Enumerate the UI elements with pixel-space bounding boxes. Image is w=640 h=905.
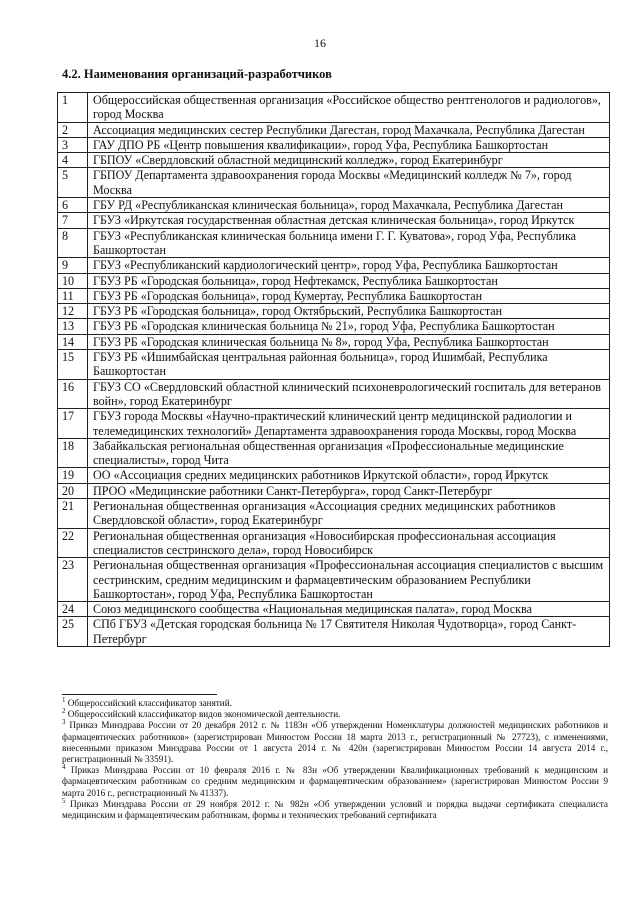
row-number: 23: [58, 558, 88, 602]
table-row: [58, 213, 610, 228]
row-number: 8: [58, 228, 88, 258]
organization-name: СПб ГБУЗ «Детская городская больница № 17 Святителя Николая Чудотворца», город Санкт-Петербург: [88, 617, 610, 647]
organization-name: ГБПОУ Департамента здравоохранения города Москвы «Медицинский колледж № 7», город Москва: [88, 168, 610, 198]
row-number: 2: [58, 122, 88, 137]
table-row: [58, 304, 610, 319]
footnote-mark: 5: [62, 796, 66, 805]
table-row: [58, 288, 610, 303]
row-number: 21: [58, 499, 88, 529]
footnotes: [62, 695, 609, 821]
footnote-mark: 2: [62, 707, 66, 716]
organization-name: Региональная общественная организация «Ассоциация средних медицинских работников Свердловской области», город Екатеринбург: [88, 499, 610, 529]
row-number: 16: [58, 379, 88, 409]
row-number: 18: [58, 438, 88, 468]
table-row: [58, 258, 610, 273]
organizations-table: [57, 92, 610, 647]
row-number: 14: [58, 334, 88, 349]
table-row: [58, 137, 610, 152]
table-row: [58, 602, 610, 617]
footnote: [62, 720, 608, 765]
table-row: [58, 273, 610, 288]
table-row: [58, 93, 610, 123]
footnote-text: Приказ Минздрава России от 10 февраля 2016 г. № 83н «Об утверждении Квалификационных требований к медицинским и фармацевтическим работникам со средним медицинским и фармацевтическим образованием» (зарегистрирован Минюстом России 9 марта 2016 г., регистрационный № 41337).: [62, 765, 608, 798]
row-number: 6: [58, 198, 88, 213]
footnote: [62, 709, 608, 720]
row-number: 3: [58, 137, 88, 152]
row-number: 17: [58, 409, 88, 439]
row-number: 22: [58, 528, 88, 558]
table-row: [58, 438, 610, 468]
footnote: [62, 765, 608, 799]
section-heading: 4.2. Наименования организаций-разработчиков: [62, 67, 332, 81]
table-row: [58, 334, 610, 349]
organization-name: ГБУЗ РБ «Городская клиническая больница № 21», город Уфа, Республика Башкортостан: [88, 319, 610, 334]
table-row: [58, 499, 610, 529]
table-row: [58, 409, 610, 439]
footnote-text: Приказ Минздрава России от 20 декабря 2012 г. № 1183н «Об утверждении Номенклатуры должностей медицинских работников и фармацевтических работников» (зарегистрирован Минюстом России 18 марта 2013 г., регистрационный № 27723), с изменениями, внесенными приказом Минздрава России от 1 августа 2014 г. № 420н (зарегистрирован Минюстом России 14 августа 2014 г., регистрационный № 33591).: [62, 720, 609, 765]
table-row: [58, 319, 610, 334]
organization-name: ГБУЗ РБ «Городская больница», город Октябрьский, Республика Башкортостан: [88, 304, 610, 319]
organization-name: ГБУЗ РБ «Городская больница», город Нефтекамск, Республика Башкортостан: [88, 273, 610, 288]
table-row: [58, 122, 610, 137]
table-row: [58, 168, 610, 198]
organization-name: ГБУЗ РБ «Ишимбайская центральная районная больница», город Ишимбай, Республика Башкортостан: [88, 350, 610, 380]
page-number: 16: [314, 36, 326, 50]
organization-name: ГАУ ДПО РБ «Центр повышения квалификации», город Уфа, Республика Башкортостан: [88, 137, 610, 152]
row-number: 7: [58, 213, 88, 228]
organization-name: ГБУЗ «Республиканская клиническая больница имени Г. Г. Куватова», город Уфа, Республика Башкортостан: [88, 228, 610, 258]
row-number: 10: [58, 273, 88, 288]
table-row: [58, 228, 610, 258]
footnote-divider: [62, 694, 217, 695]
table-row: [58, 617, 610, 647]
footnote-mark: 4: [62, 763, 66, 772]
organization-name: Общероссийская общественная организация «Российское общество рентгенологов и радиологов», город Москва: [88, 93, 610, 123]
footnote-text: Общероссийский классификатор видов экономической деятельности.: [67, 709, 341, 720]
footnote-text: Общероссийский классификатор занятий.: [67, 698, 232, 708]
organization-name: ГБУЗ города Москвы «Научно-практический клинический центр медицинской радиологии и телемедицинских технологий» Департамента здравоохранения города Москвы, город Москва: [88, 409, 610, 439]
row-number: 20: [58, 483, 88, 498]
footnote-text: Приказ Минздрава России от 29 ноября 2012 г. № 982н «Об утверждении условий и порядка выдачи сертификата специалиста медицинским и фармацевтическим работникам, формы и технических требований сертификата: [62, 798, 608, 821]
organizations-table-body: [58, 93, 610, 647]
table-row: [58, 468, 610, 483]
table-row: [58, 153, 610, 168]
organization-name: ГБУЗ «Республиканский кардиологический центр», город Уфа, Республика Башкортостан: [88, 258, 610, 273]
organization-name: ГБПОУ «Свердловский областной медицинский колледж», город Екатеринбург: [88, 153, 610, 168]
organization-name: ГБУЗ «Иркутская государственная областная детская клиническая больница», город Иркутск: [88, 213, 610, 228]
row-number: 1: [58, 93, 88, 123]
row-number: 15: [58, 350, 88, 380]
organization-name: ГБУЗ СО «Свердловский областной клинический психоневрологический госпиталь для ветеранов войн», город Екатеринбург: [88, 379, 610, 409]
row-number: 19: [58, 468, 88, 483]
row-number: 4: [58, 153, 88, 168]
organization-name: ОО «Ассоциация средних медицинских работников Иркутской области», город Иркутск: [88, 468, 610, 483]
table-row: [58, 528, 610, 558]
organization-name: ГБУЗ РБ «Городская больница», город Кумертау, Республика Башкортостан: [88, 288, 610, 303]
organization-name: ПРОО «Медицинские работники Санкт-Петербурга», город Санкт-Петербург: [88, 483, 610, 498]
table-row: [58, 350, 610, 380]
organization-name: Забайкальская региональная общественная организация «Профессиональные медицинские специалисты», город Чита: [88, 438, 610, 468]
organization-name: ГБУЗ РБ «Городская клиническая больница № 8», город Уфа, Республика Башкортостан: [88, 334, 610, 349]
organization-name: ГБУ РД «Республиканская клиническая больница», город Махачкала, Республика Дагестан: [88, 198, 610, 213]
row-number: 11: [58, 288, 88, 303]
organization-name: Региональная общественная организация «Профессиональная ассоциация специалистов с высшим сестринским, средним медицинским и фармацевтическим образованием Республики Башкортостан», город Уфа, Республика Башкортостан: [88, 558, 610, 602]
organization-name: Региональная общественная организация «Новосибирская профессиональная ассоциация специалистов сестринского дела», город Новосибирск: [88, 528, 610, 558]
row-number: 5: [58, 168, 88, 198]
table-row: [58, 379, 610, 409]
table-row: [58, 483, 610, 498]
row-number: 24: [58, 602, 88, 617]
row-number: 12: [58, 304, 88, 319]
footnote-mark: 3: [62, 718, 66, 727]
row-number: 9: [58, 258, 88, 273]
row-number: 13: [58, 319, 88, 334]
row-number: 25: [58, 617, 88, 647]
table-row: [58, 558, 610, 602]
organization-name: Ассоциация медицинских сестер Республики Дагестан, город Махачкала, Республика Дагестан: [88, 122, 610, 137]
footnote: [62, 796, 608, 821]
table-row: [58, 198, 610, 213]
organization-name: Союз медицинского сообщества «Национальная медицинская палата», город Москва: [88, 602, 610, 617]
footnote: [62, 695, 608, 709]
footnote-mark: 1: [62, 695, 66, 704]
